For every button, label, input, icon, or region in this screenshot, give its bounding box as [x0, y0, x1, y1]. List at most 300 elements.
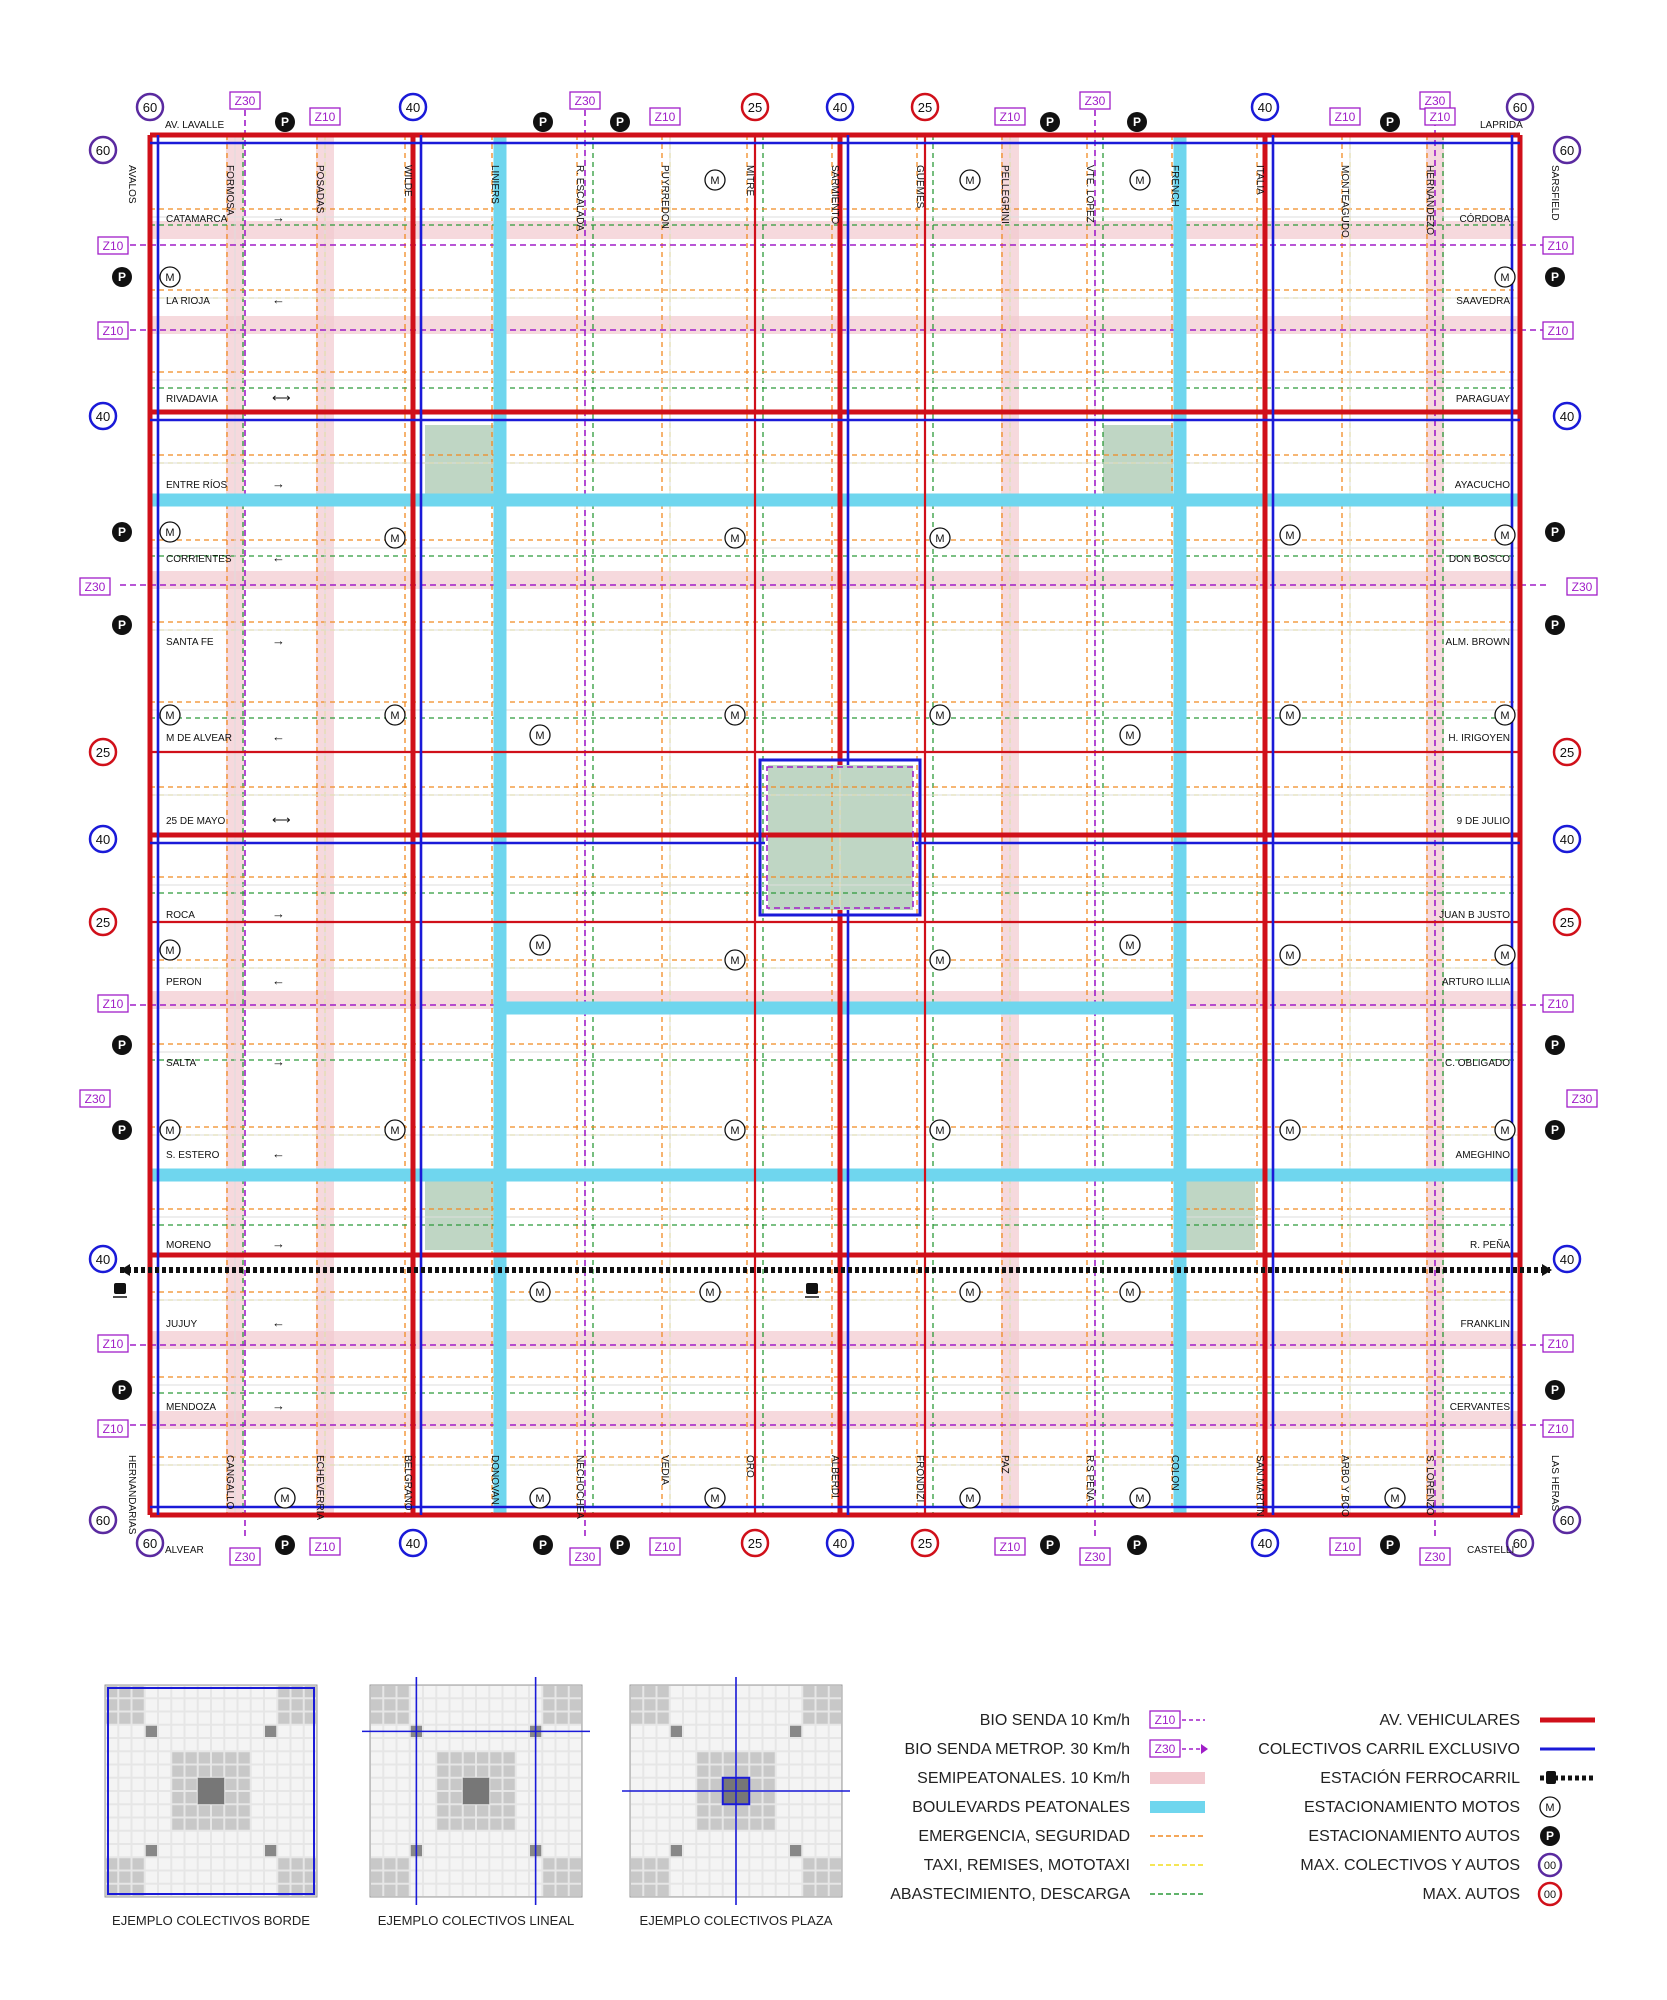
example-block: [119, 1792, 130, 1803]
example-block: [803, 1713, 814, 1724]
speed-limit-badge: [1554, 826, 1580, 852]
example-block: [543, 1699, 554, 1710]
example-block: [225, 1752, 236, 1763]
parking-icon: [1040, 1535, 1060, 1555]
example-block: [292, 1752, 303, 1763]
example-block: [490, 1752, 501, 1763]
example-block: [750, 1713, 761, 1724]
street-name: NECHOCHEA: [574, 1455, 585, 1519]
example-block: [684, 1752, 695, 1763]
example-block: [424, 1858, 435, 1869]
example-block: [517, 1832, 528, 1843]
example-block: [750, 1752, 761, 1763]
example-block: [684, 1739, 695, 1750]
example-block: [504, 1885, 515, 1896]
example-block: [671, 1832, 682, 1843]
example-block: [557, 1752, 568, 1763]
street-name: SARSFIELD: [1549, 165, 1560, 221]
example-block: [711, 1726, 722, 1737]
example-block: [790, 1699, 801, 1710]
street-name: FORMOSA: [224, 165, 235, 216]
park-block: [425, 1180, 495, 1250]
example-block: [737, 1686, 748, 1697]
example-block: [464, 1845, 475, 1856]
example-block: [631, 1819, 642, 1830]
example-block: [464, 1819, 475, 1830]
example-block: [252, 1766, 263, 1777]
example-block: [684, 1845, 695, 1856]
example-block: [186, 1845, 197, 1856]
badge-label: Z30: [1571, 1092, 1593, 1106]
example-block: [750, 1726, 761, 1737]
example-block: [384, 1872, 395, 1883]
speed-limit-badge: [1554, 909, 1580, 935]
street-name: VTE. LOPEZ: [1084, 165, 1095, 223]
example-block: [437, 1845, 448, 1856]
street-name: 25 DE MAYO: [166, 816, 226, 827]
moto-label: M: [1285, 1125, 1295, 1137]
example-block: [437, 1752, 448, 1763]
example-block: [711, 1805, 722, 1816]
example-block: [737, 1766, 748, 1777]
example-block: [490, 1858, 501, 1869]
example-block: [159, 1845, 170, 1856]
example-block: [146, 1819, 157, 1830]
example-block: [504, 1872, 515, 1883]
example-block: [292, 1739, 303, 1750]
example-block: [477, 1739, 488, 1750]
example-block: [817, 1713, 828, 1724]
badge-label: Z30: [1571, 580, 1593, 594]
example-block: [817, 1766, 828, 1777]
speed-limit-badge: [1507, 94, 1533, 120]
example-block: [750, 1779, 761, 1790]
example-block: [252, 1858, 263, 1869]
train-station-icon: [113, 1283, 127, 1297]
badge-label: Z30: [84, 1092, 106, 1106]
example-block: [543, 1766, 554, 1777]
example-block: [504, 1752, 515, 1763]
example-caption: EJEMPLO COLECTIVOS PLAZA: [639, 1913, 833, 1928]
example-block: [803, 1872, 814, 1883]
example-block: [803, 1832, 814, 1843]
example-block: [697, 1766, 708, 1777]
moto-parking-icon: [1495, 705, 1515, 725]
parking-icon: [1380, 112, 1400, 132]
example-plaza: [198, 1778, 225, 1805]
badge-label: Z10: [1547, 324, 1569, 338]
street-name: PAZ: [999, 1455, 1010, 1474]
example-block: [146, 1739, 157, 1750]
example-block: [737, 1713, 748, 1724]
badge-label: 25: [95, 745, 111, 760]
parking-icon: [1040, 112, 1060, 132]
example-block: [671, 1766, 682, 1777]
example-block: [684, 1713, 695, 1724]
legend-label: BIO SENDA 10 Km/h: [979, 1712, 1130, 1729]
moto-label: M: [390, 1125, 400, 1137]
example-block: [817, 1752, 828, 1763]
badge-label: Z10: [1547, 1337, 1569, 1351]
street-name: WILDE: [402, 165, 413, 197]
street-name: CATAMARCA: [166, 214, 228, 225]
example-block: [697, 1858, 708, 1869]
legend-label: BIO SENDA METROP. 30 Km/h: [904, 1741, 1130, 1758]
example-block: [464, 1832, 475, 1843]
example-block: [737, 1819, 748, 1830]
example-block: [777, 1686, 788, 1697]
example-block: [186, 1805, 197, 1816]
example-block: [265, 1819, 276, 1830]
example-block: [133, 1726, 144, 1737]
example-block: [225, 1713, 236, 1724]
example-block: [724, 1766, 735, 1777]
example-block: [371, 1739, 382, 1750]
example-block: [790, 1819, 801, 1830]
example-block: [711, 1845, 722, 1856]
moto-label: M: [535, 730, 545, 742]
moto-parking-icon: [385, 705, 405, 725]
badge-label: Z30: [1424, 1550, 1446, 1564]
example-block: [557, 1805, 568, 1816]
z30-badge: [80, 1090, 110, 1107]
example-block: [398, 1858, 409, 1869]
example-block: [724, 1832, 735, 1843]
example-block: [464, 1686, 475, 1697]
legend-label: ABASTECIMIENTO, DESCARGA: [890, 1886, 1130, 1903]
direction-arrow: →: [272, 476, 285, 491]
street-name: FRONDIZI: [914, 1455, 925, 1503]
example-block: [239, 1805, 250, 1816]
example-block: [557, 1766, 568, 1777]
parking-icon: [610, 1535, 630, 1555]
street-name: AVALOS: [126, 165, 137, 204]
legend-label: MAX. COLECTIVOS Y AUTOS: [1300, 1857, 1520, 1874]
legend-item: [1380, 1712, 1596, 1729]
example-block: [724, 1805, 735, 1816]
example-block: [212, 1819, 223, 1830]
example-block: [684, 1805, 695, 1816]
parking-label: P: [280, 1538, 290, 1552]
badge-label: Z10: [1429, 110, 1451, 124]
parking-icon: [112, 267, 132, 287]
example-block: [644, 1872, 655, 1883]
badge-label: 25: [917, 1536, 933, 1551]
example-block: [278, 1726, 289, 1737]
parking-label: P: [117, 525, 127, 539]
z10-badge: [1330, 108, 1360, 125]
example-park: [671, 1726, 682, 1737]
legend-item: [904, 1740, 1208, 1758]
example-block: [225, 1819, 236, 1830]
example-block: [292, 1726, 303, 1737]
badge-label: 25: [95, 915, 111, 930]
example-block: [239, 1779, 250, 1790]
example-block: [777, 1819, 788, 1830]
badge-label: 40: [832, 1536, 848, 1551]
street-name: DONOVAN: [489, 1455, 500, 1505]
example-block: [711, 1832, 722, 1843]
example-block: [684, 1792, 695, 1803]
example-block: [504, 1766, 515, 1777]
moto-parking-icon: [530, 1488, 550, 1508]
example-block: [384, 1779, 395, 1790]
badge-label: 40: [405, 100, 421, 115]
badge-label: Z10: [1334, 1540, 1356, 1554]
parking-icon: [275, 1535, 295, 1555]
example-block: [697, 1819, 708, 1830]
example-block: [278, 1699, 289, 1710]
park-block: [425, 425, 495, 495]
direction-arrow: ←: [272, 550, 285, 565]
example-block: [437, 1819, 448, 1830]
badge-label: 60: [95, 143, 111, 158]
example-block: [684, 1779, 695, 1790]
moto-label: M: [965, 175, 975, 187]
example-block: [292, 1805, 303, 1816]
moto-label: M: [965, 1493, 975, 1505]
example-block: [384, 1792, 395, 1803]
example-block: [504, 1699, 515, 1710]
example-block: [631, 1805, 642, 1816]
moto-parking-icon: [1120, 1282, 1140, 1302]
moto-label: M: [1285, 950, 1295, 962]
example-block: [146, 1792, 157, 1803]
example-block: [790, 1713, 801, 1724]
example-block: [133, 1845, 144, 1856]
example-block: [644, 1792, 655, 1803]
example-block: [764, 1686, 775, 1697]
legend-label: ESTACIÓN FERROCARRIL: [1320, 1770, 1520, 1787]
example-block: [146, 1832, 157, 1843]
example-block: [451, 1819, 462, 1830]
example-block: [398, 1845, 409, 1856]
example-block: [504, 1819, 515, 1830]
moto-label: M: [165, 272, 175, 284]
example-block: [225, 1858, 236, 1869]
parking-icon: [112, 615, 132, 635]
speed-limit-badge: [827, 94, 853, 120]
legend-item: [980, 1711, 1205, 1729]
example-block: [658, 1805, 669, 1816]
z10-badge: [1543, 237, 1573, 254]
example-block: [239, 1832, 250, 1843]
example-block: [570, 1845, 581, 1856]
example-block: [133, 1766, 144, 1777]
example-block: [292, 1819, 303, 1830]
speed-limit-badge: [1252, 94, 1278, 120]
example-block: [199, 1766, 210, 1777]
example-block: [451, 1792, 462, 1803]
example-block: [830, 1872, 841, 1883]
z10-badge: [995, 108, 1025, 125]
example-block: [631, 1713, 642, 1724]
example-block: [830, 1858, 841, 1869]
badge-label: 60: [1559, 143, 1575, 158]
badge-label: Z30: [574, 1550, 596, 1564]
moto-label: M: [1500, 530, 1510, 542]
moto-label: M: [710, 175, 720, 187]
z30-badge: [1080, 1548, 1110, 1565]
legend-item: [912, 1799, 1205, 1816]
example-block: [790, 1686, 801, 1697]
example-block: [684, 1832, 695, 1843]
example-block: [424, 1805, 435, 1816]
legend-item: [1320, 1768, 1595, 1787]
street-name: CÓRDOBA: [1459, 214, 1510, 225]
parking-icon: [112, 1120, 132, 1140]
moto-label: M: [1125, 1287, 1135, 1299]
example-block: [737, 1739, 748, 1750]
moto-parking-icon: [1495, 945, 1515, 965]
example-block: [644, 1779, 655, 1790]
example-block: [490, 1845, 501, 1856]
moto-label: M: [1500, 710, 1510, 722]
example-block: [225, 1805, 236, 1816]
example-block: [644, 1805, 655, 1816]
speed-limit-badge: [1554, 739, 1580, 765]
example-block: [186, 1752, 197, 1763]
example-block: [477, 1766, 488, 1777]
example-block: [817, 1885, 828, 1896]
park-block: [1103, 425, 1173, 495]
example-block: [119, 1752, 130, 1763]
example-block: [830, 1885, 841, 1896]
street-name: LA RIOJA: [166, 296, 210, 307]
example-block: [830, 1686, 841, 1697]
example-block: [186, 1713, 197, 1724]
moto-parking-icon: [930, 705, 950, 725]
example-block: [451, 1686, 462, 1697]
street-name: 9 DE JULIO: [1456, 816, 1510, 827]
z10-badge: [650, 108, 680, 125]
example-block: [631, 1699, 642, 1710]
example-block: [790, 1766, 801, 1777]
legend-label: SEMIPEATONALES. 10 Km/h: [917, 1770, 1130, 1787]
example-block: [451, 1779, 462, 1790]
example-block: [697, 1885, 708, 1896]
example-block: [517, 1739, 528, 1750]
example-block: [384, 1699, 395, 1710]
example-block: [777, 1713, 788, 1724]
parking-icon: [1380, 1535, 1400, 1555]
example-block: [437, 1885, 448, 1896]
example-block: [817, 1832, 828, 1843]
moto-parking-icon: [725, 705, 745, 725]
example-block: [225, 1739, 236, 1750]
example-block: [644, 1766, 655, 1777]
example-block: [477, 1832, 488, 1843]
z30-badge: [1420, 92, 1450, 109]
example-block: [437, 1739, 448, 1750]
speed-limit-badge: [90, 1246, 116, 1272]
example-block: [750, 1858, 761, 1869]
example-block: [159, 1752, 170, 1763]
example-block: [437, 1792, 448, 1803]
example-block: [644, 1699, 655, 1710]
example-block: [711, 1699, 722, 1710]
badge-label: 25: [1559, 745, 1575, 760]
parking-label: P: [538, 1538, 548, 1552]
example-block: [477, 1819, 488, 1830]
street-name: C. OBLIGADO: [1444, 1058, 1510, 1069]
speed-limit-badge: [90, 826, 116, 852]
moto-parking-icon: [705, 1488, 725, 1508]
example-block: [292, 1858, 303, 1869]
example-block: [543, 1713, 554, 1724]
example-block: [777, 1872, 788, 1883]
example-block: [803, 1819, 814, 1830]
example-block: [371, 1819, 382, 1830]
moto-label: M: [1135, 1493, 1145, 1505]
example-block: [817, 1739, 828, 1750]
moto-label: M: [1125, 730, 1135, 742]
example-block: [684, 1726, 695, 1737]
example-block: [557, 1872, 568, 1883]
example-block: [697, 1779, 708, 1790]
example-block: [570, 1858, 581, 1869]
moto-parking-icon: [1495, 525, 1515, 545]
legend-item: [917, 1770, 1205, 1787]
example-block: [750, 1805, 761, 1816]
example-block: [490, 1713, 501, 1724]
example-block: [384, 1858, 395, 1869]
example-block: [146, 1713, 157, 1724]
example-block: [278, 1805, 289, 1816]
moto-parking-icon: [1495, 267, 1515, 287]
example-block: [265, 1792, 276, 1803]
example-block: [239, 1872, 250, 1883]
example-block: [570, 1819, 581, 1830]
moto-parking-icon: [1120, 935, 1140, 955]
example-block: [803, 1779, 814, 1790]
example-block: [724, 1845, 735, 1856]
example-block: [711, 1739, 722, 1750]
z10-badge: [98, 995, 128, 1012]
z30-badge: [1420, 1548, 1450, 1565]
example-block: [172, 1766, 183, 1777]
example-block: [146, 1805, 157, 1816]
example-block: [265, 1766, 276, 1777]
example-block: [830, 1752, 841, 1763]
example-block: [737, 1752, 748, 1763]
example-block: [543, 1739, 554, 1750]
example-block: [790, 1805, 801, 1816]
example-block: [225, 1726, 236, 1737]
street-name: AV. LAVALLE: [165, 120, 225, 131]
moto-label: M: [390, 533, 400, 545]
example-block: [186, 1819, 197, 1830]
z30-badge: [1567, 578, 1597, 595]
example-block: [737, 1858, 748, 1869]
example-block: [477, 1805, 488, 1816]
example-block: [504, 1713, 515, 1724]
example-block: [371, 1766, 382, 1777]
z30-badge: [230, 1548, 260, 1565]
example-block: [172, 1819, 183, 1830]
badge-label: Z10: [314, 1540, 336, 1554]
example-block: [199, 1699, 210, 1710]
example-block: [398, 1699, 409, 1710]
example-block: [830, 1792, 841, 1803]
direction-arrow: →: [272, 1398, 285, 1413]
z10-badge: [1330, 1538, 1360, 1555]
moto-label: M: [1285, 710, 1295, 722]
example-block: [790, 1832, 801, 1843]
example-block: [398, 1805, 409, 1816]
example-block: [764, 1726, 775, 1737]
street-name: HERNANDARIAS: [126, 1455, 137, 1535]
